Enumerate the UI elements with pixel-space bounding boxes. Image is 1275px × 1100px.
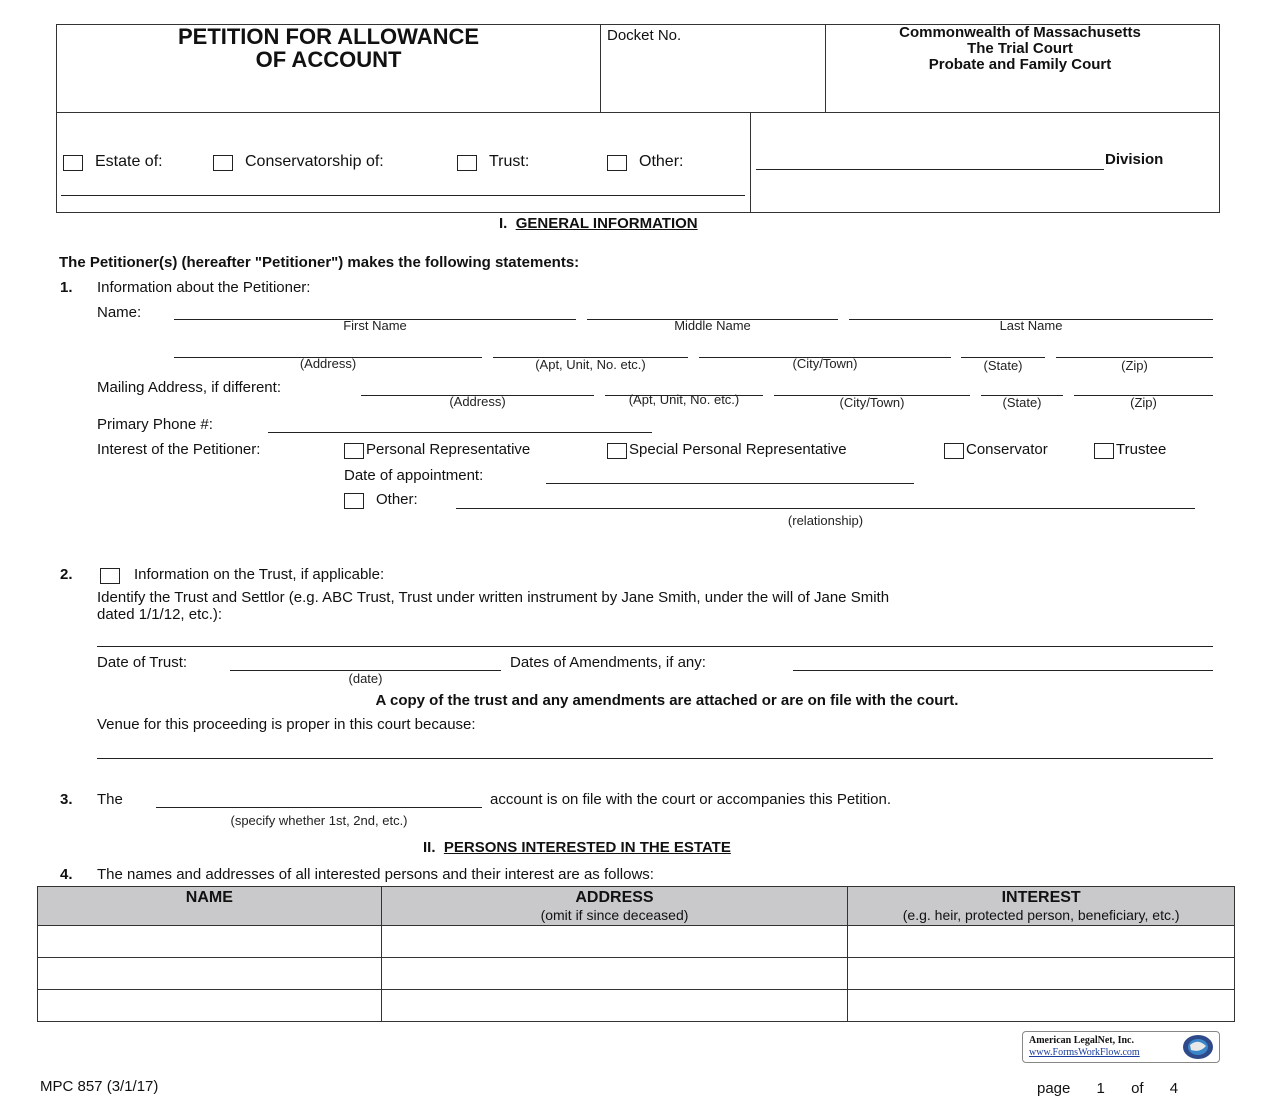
trust-copy-note: A copy of the trust and any amendments are attached or are on file with the court. [375,692,959,709]
court-name: Commonwealth of Massachusetts The Trial Court Probate and Family Court [899,24,1141,73]
table-row [38,958,1235,990]
other-label: Other: [639,153,684,170]
table-row [38,990,1235,1022]
trustee-checkbox[interactable] [1094,443,1114,459]
special-personal-rep-label: Special Personal Representative [629,441,847,458]
name-cell[interactable] [38,990,382,1022]
phone-label: Primary Phone #: [97,416,213,433]
phone-field[interactable] [268,432,652,433]
item1-text: Information about the Petitioner: [97,279,311,296]
mailing-state-hint: (State) [1002,395,1042,410]
zip-hint: (Zip) [1121,358,1148,373]
address-column-header: ADDRESS (omit if since deceased) [381,887,848,926]
name-column-header: NAME [38,887,382,926]
name-cell[interactable] [38,926,382,958]
item1-number: 1. [60,279,73,296]
globe-icon [1181,1034,1215,1060]
section1-heading: I. GENERAL INFORMATION [499,215,698,232]
amendments-label: Dates of Amendments, if any: [510,654,706,671]
first-name-hint: First Name [343,318,407,333]
item3-the: The [97,791,123,808]
conservator-checkbox[interactable] [944,443,964,459]
interest-cell[interactable] [848,958,1235,990]
estate-label: Estate of: [95,153,163,170]
item4-text: The names and addresses of all interested persons and their interest are as follows: [97,866,654,883]
item4-number: 4. [60,866,73,883]
amendments-field[interactable] [793,670,1213,671]
specify-hint: (specify whether 1st, 2nd, etc.) [230,813,408,828]
mailing-label: Mailing Address, if different: [97,379,281,396]
logo-company: American LegalNet, Inc. [1029,1035,1134,1046]
relationship-hint: (relationship) [787,513,864,528]
division-label: Division [1105,151,1164,168]
item2-number: 2. [60,566,73,583]
form-code: MPC 857 (3/1/17) [40,1078,159,1095]
division-field[interactable] [756,169,1104,170]
interest-other-checkbox[interactable] [344,493,364,509]
account-text: account is on file with the court or accompanies this Petition. [490,791,892,808]
last-name-hint: Last Name [999,318,1063,333]
mailing-address-hint: (Address) [449,394,506,409]
account-number-field[interactable] [156,807,482,808]
interest-cell[interactable] [848,990,1235,1022]
mailing-zip-hint: (Zip) [1130,395,1157,410]
special-personal-rep-checkbox[interactable] [607,443,627,459]
address-hint: (Address) [299,356,357,371]
date-hint: (date) [348,671,383,686]
trustee-label: Trustee [1116,441,1167,458]
identify-trust-field[interactable] [97,646,1213,647]
personal-rep-checkbox[interactable] [344,443,364,459]
legalnet-logo [1022,1031,1220,1063]
trust-info-checkbox[interactable] [100,568,120,584]
trust-label: Trust: [489,153,530,170]
table-header-row [38,887,1235,926]
venue-label: Venue for this proceeding is proper in this court because: [97,716,476,733]
apt-hint: (Apt, Unit, No. etc.) [535,357,646,372]
interest-column-header: INTEREST (e.g. heir, protected person, beneficiary, etc.) [848,887,1235,926]
identify-trust-text: Identify the Trust and Settlor (e.g. ABC Trust, Trust under written instrument by Jane Smith, under the will of Jane Smith dated 1/1/12, etc.): [97,589,890,623]
state-hint: (State) [983,358,1023,373]
conservator-label: Conservator [966,441,1048,458]
estate-checkbox[interactable] [63,155,83,171]
interest-label: Interest of the Petitioner: [97,441,261,458]
date-appointment-field[interactable] [546,483,914,484]
address-cell[interactable] [381,958,848,990]
personal-rep-label: Personal Representative [366,441,531,458]
trust-checkbox[interactable] [457,155,477,171]
address-cell[interactable] [381,990,848,1022]
item3-number: 3. [60,791,73,808]
name-label: Name: [97,304,142,321]
mailing-apt-hint: (Apt, Unit, No. etc.) [628,392,740,407]
estate-name-field[interactable] [61,195,745,196]
page-indicator: page 1 of 4 [1037,1080,1179,1097]
other-checkbox[interactable] [607,155,627,171]
interested-persons-table [37,886,1235,1022]
docket-label: Docket No. [607,27,682,44]
date-of-trust-label: Date of Trust: [97,654,188,671]
venue-field[interactable] [97,758,1213,759]
conservatorship-label: Conservatorship of: [245,153,384,170]
name-cell[interactable] [38,958,382,990]
logo-url: www.FormsWorkFlow.com [1029,1047,1140,1058]
conservatorship-checkbox[interactable] [213,155,233,171]
interest-other-label: Other: [376,491,418,508]
city-hint: (City/Town) [792,356,858,371]
interest-cell[interactable] [848,926,1235,958]
section2-heading: II. PERSONS INTERESTED IN THE ESTATE [423,839,731,856]
mailing-city-hint: (City/Town) [839,395,905,410]
date-appointment-label: Date of appointment: [344,467,484,484]
form-title: PETITION FOR ALLOWANCE OF ACCOUNT [177,24,480,72]
relationship-field[interactable] [456,508,1195,509]
trust-info-label: Information on the Trust, if applicable: [134,566,385,583]
address-cell[interactable] [381,926,848,958]
table-row [38,926,1235,958]
middle-name-hint: Middle Name [674,318,751,333]
petitioner-intro: The Petitioner(s) (hereafter "Petitioner") makes the following statements: [59,254,580,271]
